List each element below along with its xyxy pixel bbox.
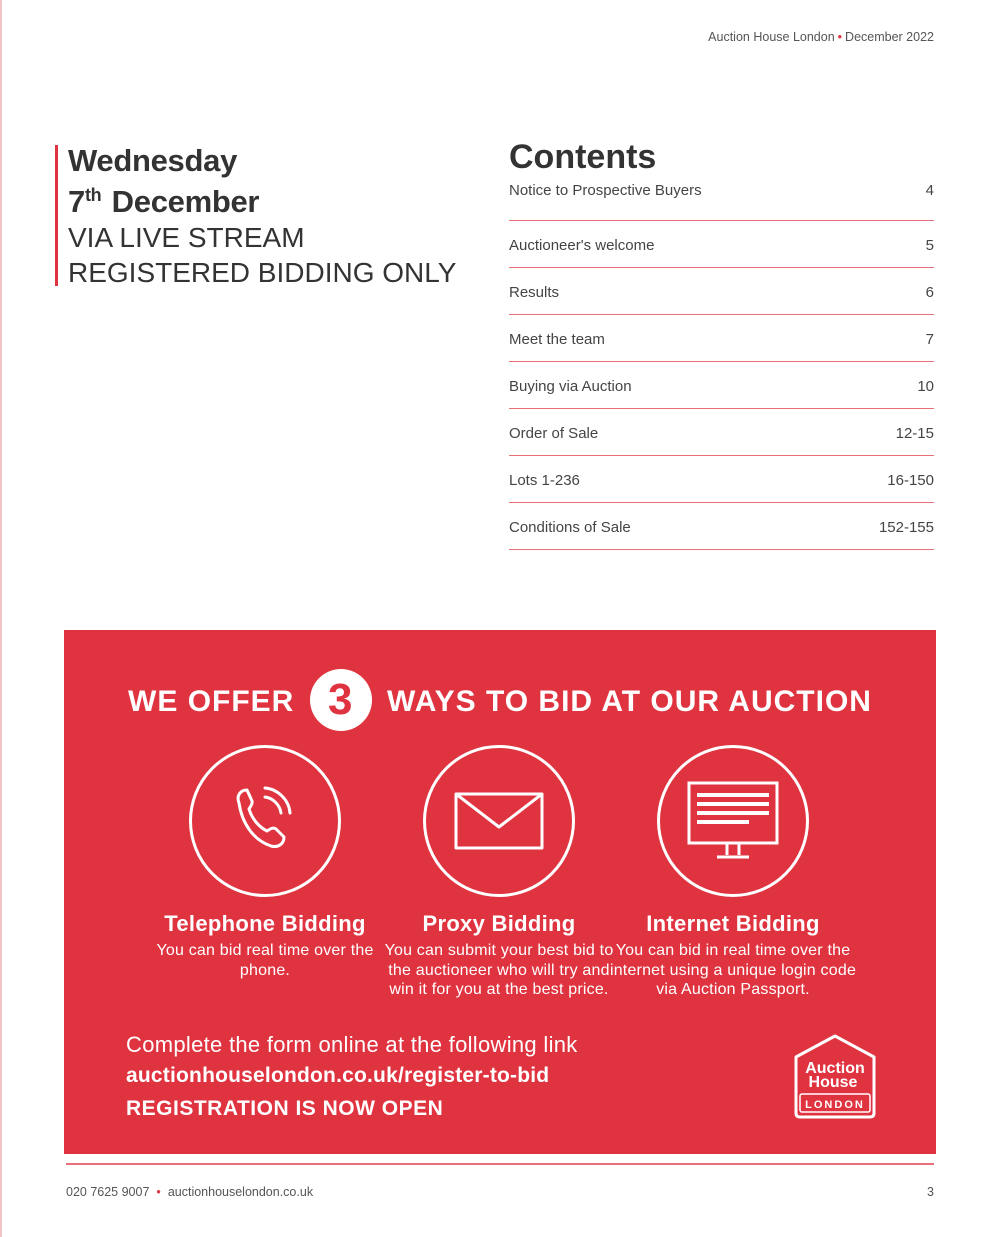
method-internet — [608, 745, 858, 1000]
toc-item-label: Lots 1-236 — [509, 472, 580, 489]
logo-line2: House — [808, 1074, 858, 1091]
auction-bidding-note: REGISTERED BIDDING ONLY — [68, 257, 457, 288]
envelope-icon — [453, 791, 545, 851]
toc-item-label: Meet the team — [509, 331, 605, 348]
number-badge: 3 — [310, 669, 372, 731]
banner-title — [64, 672, 936, 734]
telephone-icon-circle — [189, 745, 341, 897]
banner-title-pre: WE OFFER — [128, 684, 295, 718]
monitor-icon — [685, 779, 781, 863]
bullet-separator: • — [837, 30, 843, 44]
auction-date-suffix: th — [84, 185, 102, 205]
toc-item-page: 7 — [925, 331, 934, 348]
telephone-icon — [225, 781, 305, 861]
footer-rule — [66, 1163, 934, 1165]
method-title: Proxy Bidding — [422, 911, 576, 936]
registration-status: REGISTRATION IS NOW OPEN — [126, 1097, 444, 1120]
header-publisher: Auction House London — [708, 30, 835, 44]
auction-format: VIA LIVE STREAM — [68, 222, 305, 253]
toc-item-label: Order of Sale — [509, 425, 599, 442]
auction-day: Wednesday — [68, 143, 238, 178]
page-header — [708, 30, 934, 44]
bidding-options-banner — [64, 630, 936, 1154]
envelope-icon-circle — [423, 745, 575, 897]
monitor-icon-circle — [657, 745, 809, 897]
method-title: Internet Bidding — [646, 911, 820, 936]
footer-phone[interactable]: 020 7625 9007 — [66, 1185, 150, 1199]
toc-item-page: 6 — [925, 284, 934, 301]
toc-item[interactable] — [509, 268, 934, 315]
banner-title-post: WAYS TO BID AT OUR AUCTION — [387, 684, 872, 718]
method-title: Telephone Bidding — [164, 911, 366, 936]
toc-item-page: 152-155 — [878, 519, 934, 536]
bullet-separator: • — [156, 1185, 161, 1199]
auction-month: December — [111, 184, 260, 219]
logo-line3: LONDON — [805, 1099, 865, 1111]
contents-title: Contents — [509, 138, 657, 176]
logo-line1: Auction — [805, 1060, 865, 1077]
toc-item-page: 5 — [925, 237, 934, 254]
toc-item[interactable] — [509, 315, 934, 362]
method-description: You can bid in real time over the internet using a unique login code via Auction Passport. — [609, 942, 857, 998]
toc-item-label: Buying via Auction — [509, 378, 632, 395]
cta-instruction: Complete the form online at the following link — [126, 1032, 578, 1057]
toc-item[interactable] — [509, 362, 934, 409]
house-logo-icon — [792, 1033, 878, 1119]
toc-item-page: 16-150 — [887, 472, 934, 489]
toc-item[interactable] — [509, 456, 934, 503]
toc-item-label: Results — [509, 284, 560, 301]
toc-item-label: Conditions of Sale — [509, 519, 631, 536]
footer-website[interactable]: auctionhouselondon.co.uk — [167, 1185, 314, 1199]
auction-house-logo — [792, 1033, 878, 1119]
footer-contact — [66, 1185, 313, 1199]
toc-item-page: 12-15 — [895, 425, 934, 442]
method-proxy — [374, 745, 624, 1000]
toc-item[interactable] — [509, 182, 934, 221]
method-description: You can submit your best bid to the auctioneer who will try and win it for you at the best price. — [384, 942, 614, 998]
method-description: You can bid real time over the phone. — [156, 942, 374, 979]
toc-item-label: Notice to Prospective Buyers — [509, 182, 702, 199]
auction-date-block — [55, 145, 456, 286]
toc-item[interactable] — [509, 503, 934, 550]
table-of-contents — [509, 140, 934, 550]
toc-item-page: 10 — [917, 378, 934, 395]
page-edge — [0, 0, 2, 1237]
toc-item-page: 4 — [925, 182, 934, 199]
method-telephone — [140, 745, 390, 980]
auction-date-number: 7 — [68, 184, 85, 219]
header-date: December 2022 — [845, 30, 934, 44]
auction-date — [68, 186, 456, 217]
toc-item-label: Auctioneer's welcome — [509, 237, 655, 254]
register-link[interactable]: auctionhouselondon.co.uk/register-to-bid — [126, 1064, 550, 1087]
toc-item[interactable] — [509, 221, 934, 268]
registration-cta — [126, 1032, 578, 1121]
toc-item[interactable] — [509, 409, 934, 456]
page-number: 3 — [927, 1185, 934, 1199]
